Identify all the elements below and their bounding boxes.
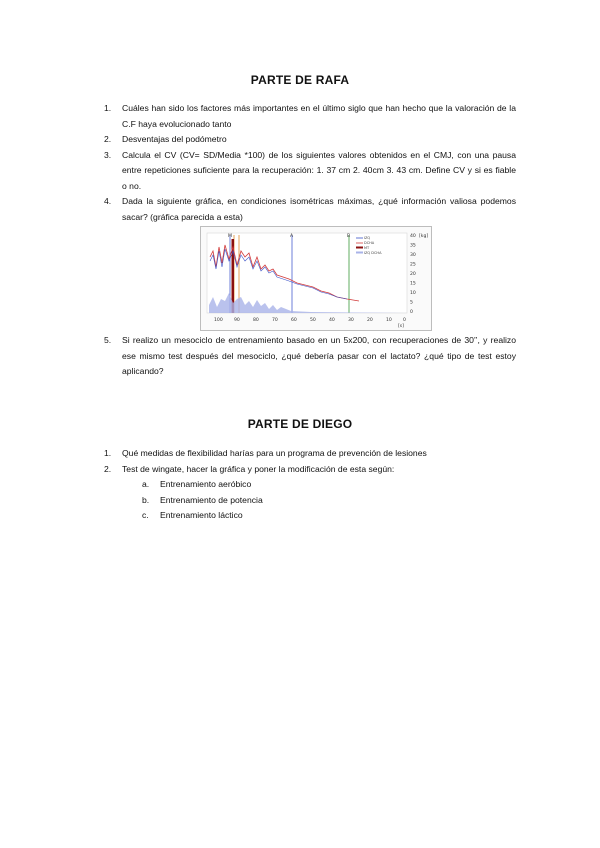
question-text: Dada la siguiente gráfica, en condiciones isométricas máximas, ¿qué información valiosa podemos sacar? (gráfica parecida a esta) [122, 196, 516, 222]
question-item [104, 194, 516, 225]
legend-swatch-area [356, 252, 363, 254]
sub-item-letter: c. [142, 510, 149, 520]
sub-item [142, 477, 516, 493]
sub-item-text: Entrenamiento láctico [160, 510, 243, 520]
x-tick-label: 0 [403, 318, 406, 323]
question-text: Calcula el CV (CV= SD/Media *100) de los siguientes valores obtenidos en el CMJ, con una pausa entre repeticiones suficiente para la recuperación: 1. 37 cm 2. 40cm 3. 43 cm. Define CV y si es fiable o no. [122, 149, 516, 191]
x-tick-label: 40 [329, 318, 335, 323]
marker-label-a: A [290, 234, 294, 239]
section-title-diego: PARTE DE DIEGO [247, 417, 353, 431]
question-item [104, 148, 516, 195]
question-list-rafa [104, 101, 516, 225]
marker-label-b: B [347, 234, 351, 239]
x-tick-label: 80 [253, 318, 259, 323]
y-tick-label: 35 [410, 243, 416, 249]
y-tick-label: 5 [410, 300, 413, 306]
question-list-diego [104, 446, 516, 524]
question-number: 1. [104, 448, 112, 458]
question-number: 2. [104, 463, 112, 474]
sub-item-letter: b. [142, 494, 150, 505]
question-text: Test de wingate, hacer la gráfica y poner la modificación de esta según: [122, 463, 395, 474]
question-number: 3. [104, 149, 112, 160]
question-text: Cuáles han sido los factores más importantes en el último siglo que han hecho que la valoración de la C.F haya evolucionado tanto [122, 103, 516, 129]
question-item [104, 101, 516, 132]
x-tick-label: 100 [214, 318, 223, 323]
force-time-chart [201, 227, 431, 330]
question-text: Desventajas del podómetro [122, 134, 227, 144]
x-tick-label: 70 [272, 318, 278, 323]
sub-item-text: Entrenamiento de potencia [160, 494, 263, 505]
legend-label-dcha: DCHA [364, 241, 375, 245]
question-number: 4. [104, 196, 112, 206]
question-item [104, 446, 516, 462]
sub-item [142, 508, 516, 524]
x-tick-label: 10 [386, 318, 392, 323]
legend-swatch-mt [356, 247, 363, 249]
sub-list [122, 477, 516, 524]
y-tick-label: 25 [410, 262, 416, 268]
marker-label-m: M [228, 234, 232, 239]
legend-label-mt: MT [364, 246, 370, 250]
x-tick-label: 90 [234, 318, 240, 323]
question-number: 5. [104, 335, 112, 345]
y-tick-label: 0 [410, 310, 413, 315]
x-tick-label: 60 [291, 318, 297, 323]
question-item [104, 462, 516, 524]
y-unit-label: [kg] [419, 234, 429, 239]
y-tick-label: 15 [410, 281, 416, 287]
x-tick-label: 20 [367, 318, 373, 323]
legend-label-izq: IZQ [364, 236, 371, 240]
sub-item-letter: a. [142, 479, 150, 489]
question-text: Si realizo un mesociclo de entrenamiento basado en un 5x200, con recuperaciones de 30’’, y realizo ese mismo test después del mesociclo, ¿qué debería pasar con el lactato? ¿qué tipo de test estoy aplicando? [122, 335, 516, 376]
x-tick-label: 30 [348, 318, 354, 323]
sub-item [142, 493, 516, 509]
x-tick-label: 50 [310, 318, 316, 323]
y-tick-label: 40 [410, 234, 416, 239]
sub-item-text: Entrenamiento aeróbico [160, 479, 252, 489]
section-title-rafa: PARTE DE RAFA [250, 73, 350, 87]
y-tick-label: 10 [410, 291, 416, 296]
question-text: Qué medidas de flexibilidad harías para un programa de prevención de lesiones [122, 448, 427, 458]
legend-label-izq-dcha: IZQ DCHA [364, 251, 382, 255]
question-item [104, 132, 516, 148]
question-number: 1. [104, 103, 112, 113]
question-item [104, 333, 516, 380]
force-time-figure [200, 226, 432, 331]
y-tick-label: 30 [410, 253, 416, 258]
x-unit-label: [s] [398, 324, 404, 329]
question-list-rafa-cont [104, 333, 516, 380]
y-tick-label: 20 [410, 272, 416, 277]
question-number: 2. [104, 134, 112, 144]
